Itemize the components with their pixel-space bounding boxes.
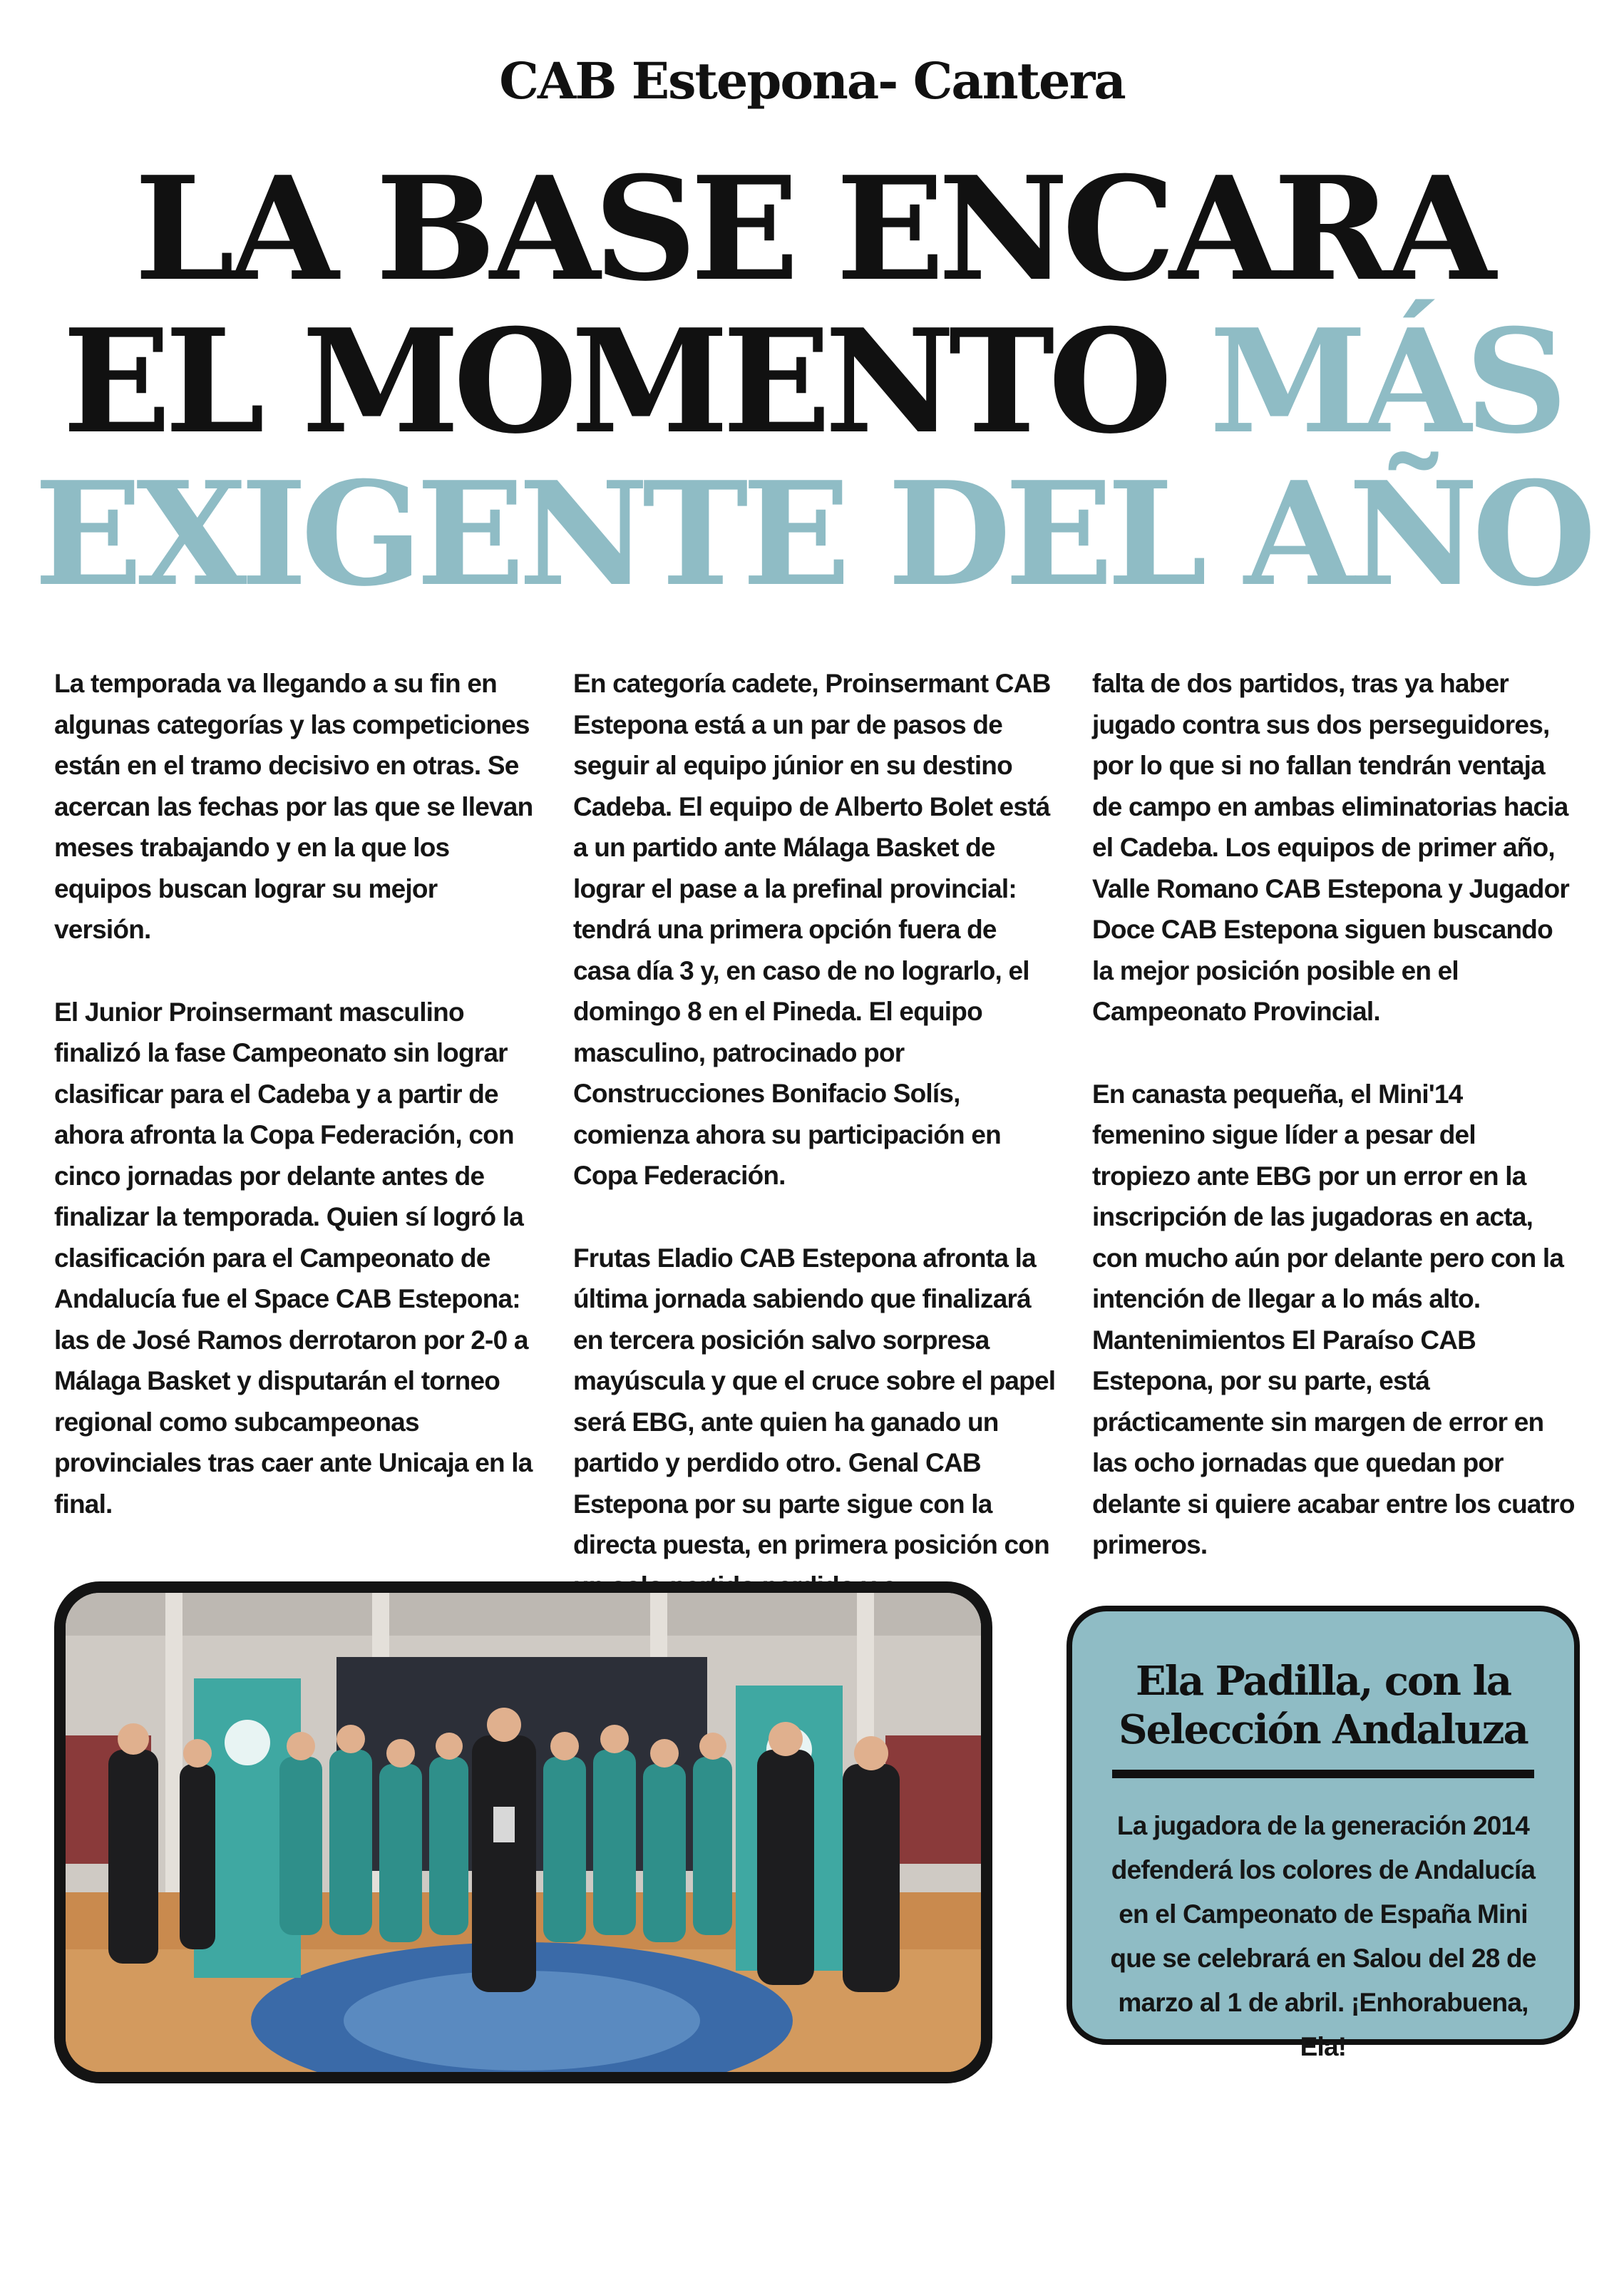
- section-kicker: CAB Estepona- Cantera: [499, 51, 1125, 111]
- sidebar-title: Ela Padilla, con la Selección Andaluza: [1119, 1658, 1528, 1753]
- article-column-1: [54, 663, 539, 1648]
- article-body: [54, 663, 1577, 1648]
- sidebar-text: La jugadora de la generación 2014 defenderá los colores de Andalucía en el Campeonato de España Mini que se celebrará en Salou del 28 de marzo al 1 de abril. ¡Enhorabuena, Ela!: [1110, 1811, 1536, 2061]
- headline-line-2-accent: MÁS: [1209, 298, 1562, 466]
- team-photo-illustration: [66, 1593, 981, 2072]
- paragraph: En categoría cadete, Proinsermant CAB Estepona está a un par de pasos de seguir al equipo júnior en su destino Cadeba. El equipo de Alberto Bolet está a un partido ante Málaga Basket de lograr el pase a la prefinal provincial: tendrá una primera opción fuera de casa día 3 y, en caso de no lograrlo, el domingo 8 en el Pineda. El equipo masculino, patrocinado por Construcciones Bonifacio Solís, comienza ahora su participación en Copa Federación.: [573, 669, 1051, 1190]
- headline: [0, 145, 1624, 618]
- paragraph: El Junior Proinsermant masculino finalizó la fase Campeonato sin lograr clasificar para el Cadeba y a partir de ahora afronta la Copa Federación, con cinco jornadas por delante antes de finalizar la temporada. Quien sí logró la clasificación para el Campeonato de Andalucía fue el Space CAB Estepona: las de José Ramos derrotaron por 2-0 a Málaga Basket y disputarán el torneo regional como subcampeonas provinciales tras caer ante Unicaja en la final.: [54, 997, 533, 1519]
- paragraph: La temporada va llegando a su fin en algunas categorías y las competiciones están en el tramo decisivo en otras. Se acercan las fechas por las que se llevan meses trabajando y en la que los equipos buscan lograr su mejor versión.: [54, 669, 533, 944]
- headline-line-3: EXIGENTE DEL AÑO: [34, 451, 1590, 618]
- sidebar-note: [1067, 1606, 1580, 2061]
- paragraph: Frutas Eladio CAB Estepona afronta la última jornada sabiendo que finalizará en tercera posición salvo sorpresa mayúscula y que el cruce sobre el papel será EBG, ante quien ha ganado un partido y perdido otro. Genal CAB Estepona por su parte sigue con la directa puesta, en primera posición con: [573, 1243, 1056, 1559]
- article-column-2: [573, 663, 1058, 1648]
- article-column-3: [1092, 663, 1577, 1648]
- paragraph: En canasta pequeña, el Mini'14 femenino sigue líder a pesar del tropiezo ante EBG por un error en la inscripción de las jugadoras en acta, con mucho aún por delante pero con la intención de llegar a lo más alto. Mantenimientos El Paraíso CAB Estepona, por su parte, está prácticamente sin margen de error en las ocho jornadas que quedan por delante si quiere acabar entre los cuatro primeros.: [1092, 1079, 1575, 1559]
- sidebar-divider: [1112, 1770, 1534, 1778]
- headline-line-2: EL MOMENTO: [62, 298, 1166, 466]
- paragraph: falta de dos partidos, tras ya haber jugado contra sus dos perseguidores, por lo que si no fallan tendrán ventaja de campo en ambas eliminatorias hacia el Cadeba. Los equipos de primer año, Valle Romano CAB Estepona y Jugador Doce CAB Estepona siguen buscando la mejor posición posible en el Campeonato Provincial.: [1092, 669, 1569, 1026]
- team-photo: [54, 1581, 992, 2083]
- headline-line-1: LA BASE ENCARA: [134, 145, 1490, 313]
